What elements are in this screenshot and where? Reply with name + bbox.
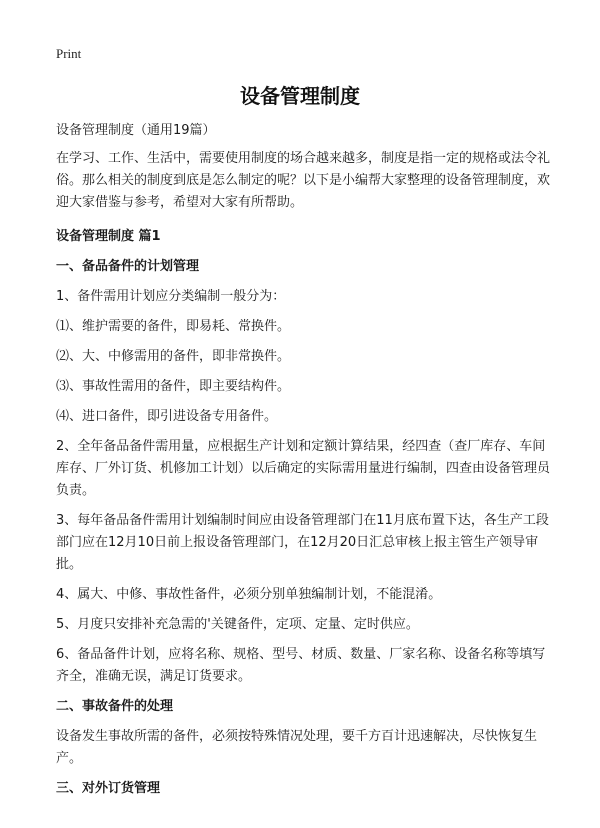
- list-item: 3、每年备品备件需用计划编制时间应由设备管理部门在11月底布置下达，各生产工段部门应在12月10日前上报设备管理部门，在12月20日汇总审核上报主管生产领导审批。: [56, 513, 549, 572]
- list-item: 6、备品备件计划，应将名称、规格、型号、材质、数量、厂家名称、设备名称等填写齐全，准确无误，满足订货要求。: [56, 647, 546, 684]
- page-title: 设备管理制度: [240, 84, 360, 108]
- heading-external-orders: 三、对外订货管理: [56, 781, 161, 796]
- heading-planning: 一、备品备件的计划管理: [56, 259, 200, 274]
- heading-accident-spares: 二、事故备件的处理: [56, 699, 174, 714]
- print-label: Print: [56, 46, 82, 61]
- section-title: 设备管理制度 篇1: [56, 229, 161, 244]
- list-item: ⑶、事故性需用的备件，即主要结构件。: [56, 379, 291, 394]
- document-body: [56, 120, 552, 808]
- list-item: 4、属大、中修、事故性备件，必须分别单独编制计划，不能混淆。: [56, 587, 442, 602]
- list-item: 2、全年备品备件需用量，应根据生产计划和定额计算结果，经四查（查厂库存、车间库存、厂外订货、机修加工计划）以后确定的实际需用量进行编制，四查由设备管理员负责。: [56, 439, 551, 498]
- list-item: ⑴、维护需要的备件，即易耗、常换件。: [56, 319, 291, 334]
- document-subtitle: 设备管理制度（通用19篇）: [56, 123, 216, 138]
- list-item: 1、备件需用计划应分类编制一般分为：: [56, 289, 286, 304]
- list-item: 5、月度只安排补充急需的'关键备件，定项、定量、定时供应。: [56, 617, 419, 632]
- list-item: ⑷、进口备件，即引进设备专用备件。: [56, 409, 278, 424]
- paragraph: 设备发生事故所需的备件，必须按特殊情况处理，要千方百计迅速解决，尽快恢复生产。: [56, 729, 538, 766]
- list-item: ⑵、大、中修需用的备件，即非常换件。: [56, 349, 291, 364]
- intro-paragraph: 在学习、工作、生活中，需要使用制度的场合越来越多，制度是指一定的规格或法令礼俗。那么相关的制度到底是怎么制定的呢？以下是小编帮大家整理的设备管理制度，欢迎大家借鉴与参考，希望对大家有所帮助。: [56, 151, 551, 210]
